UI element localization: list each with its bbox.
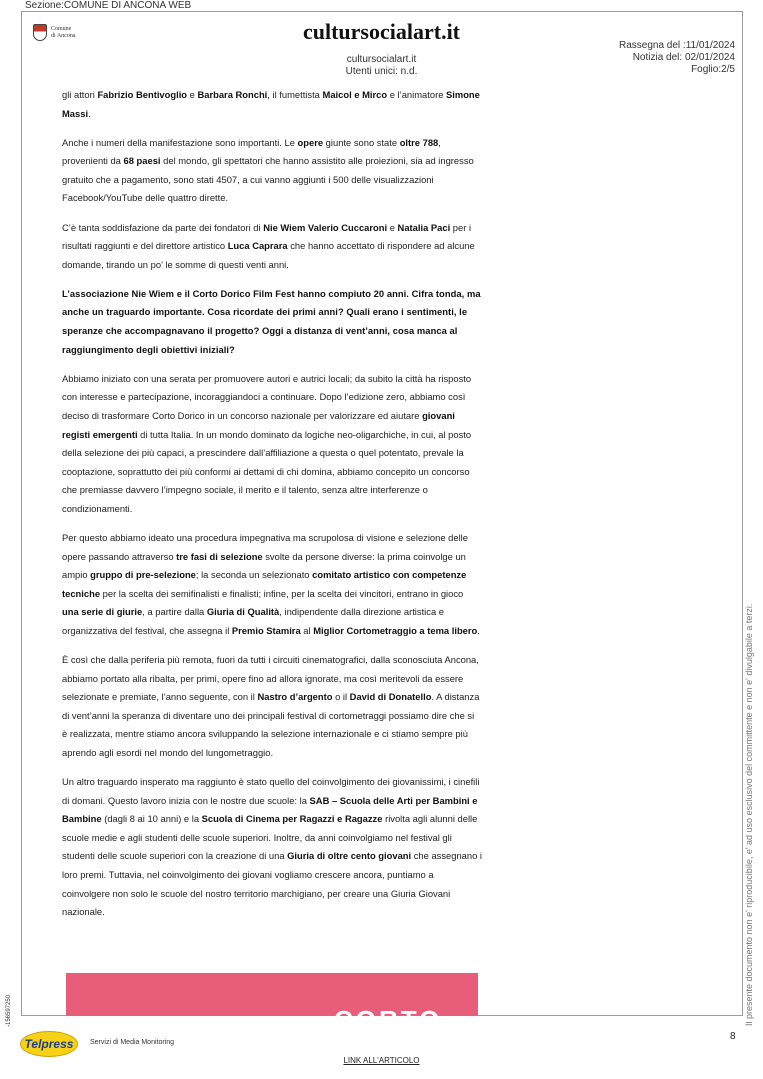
text-run: . [477,624,480,636]
sheet-number: Foglio:2/5 [691,64,735,75]
text-run: Per questo abbiamo ideato una procedura impegnativa ma scrupolosa di visione e selezione delle opere passando attraverso [62,531,468,562]
interview-question [62,285,482,359]
article-paragraph [62,134,482,208]
article-paragraph [62,370,482,519]
text-run: C’è tanta soddisfazione da parte dei fondatori di [62,221,264,233]
bold-text: tre fasi di selezione [176,550,263,562]
text-run: (dagli 8 ai 10 anni) e la [101,813,202,825]
bold-text: SAB – Scuola delle Arti per Bambini e Bambine [62,794,478,825]
section-label: Sezione:COMUNE DI ANCONA WEB [25,0,192,11]
text-run: L’associazione Nie Wiem e il Corto Dorico Film Fest hanno compiuto 20 anni. Cifra tonda, ma anche un traguardo importante. Cosa ricordate dei primi anni? Quali erano i sentimenti, le speranze che accompagnavano il progetto? Oggi a distanza di vent’anni, cosa manca al raggiungimento degli obiettivi iniziali? [62,287,481,355]
notizia-date: Notizia del: 02/01/2024 [632,52,735,63]
text-run: di tutta Italia. In un mondo dominato da logiche neo-oligarchiche, in cui, al posto della selezione dei più capaci, a prescindere dall’affiliazione a questa o quel potentato, prevale la cooptazione, soprattutto dei più conformi ai dettami di chi domina, abbiamo concepito un concorso che premiasse davvero l’impegno sociale, il merito e il talento, senza altre interferenze o condizionamenti. [62,428,472,514]
text-run: . A distanza di vent’anni la speranza di diventare uno dei principali festival di cortometraggi possiamo dire che si è realizzata, mentre stiamo ancora sviluppando la selezione internazionale e ci stiamo sempre più aprendo agli esordi nel mondo del lungometraggio. [62,691,480,758]
unique-users: Utenti unici: n.d. [345,66,418,77]
article-paragraph [62,219,482,275]
article-paragraph [62,529,482,641]
bold-text: 68 paesi [123,155,161,167]
bold-text: Barbara Ronchi [197,89,268,100]
logo-line-2: di Ancona [51,32,76,39]
bold-text: oltre 788 [399,136,439,148]
rassegna-date: Rassegna del :11/01/2024 [618,40,735,51]
text-run: , provenienti da [62,136,441,167]
text-run: , indipendente dalla direzione artistica e organizzativa del festival, che assegna il [62,606,444,636]
text-run: che assegnano i loro premi. Tuttavia, nel coinvolgimento dei giovani vogliamo crescere ancora, puntiamo a coinvolgere non solo le scuole del nostro territorio marchigiano, per creare una Giuria Giovani nazionale. [62,850,483,918]
source-site: cultursocialart.it [346,54,417,65]
text-run: al [300,624,314,636]
bold-text: Giuria di oltre cento giovani [287,850,412,862]
telpress-logo-text: Telpress [24,1037,74,1051]
article-body [62,86,482,932]
text-run: per la scelta dei semifinalisti e finalisti; infine, per la scelta dei vincitori, entrano in gioco [100,587,464,599]
bold-text: opere [297,136,324,148]
text-run: Un altro traguardo insperato ma raggiunto è stato quello del coinvolgimento dei giovanissimi, i cinefili di domani. Questo lavoro inizia con le nostre due scuole: la [62,776,480,806]
bold-text: Miglior Cortometraggio a tema libero [313,624,478,636]
clipping-meta [619,40,735,76]
bold-text: Nie Wiem Valerio Cuccaroni [263,221,388,233]
bold-text: Scuola di Cinema per Ragazzi e Ragazze [201,813,383,825]
text-run: e l’animatore [387,89,447,100]
article-paragraph [62,773,482,922]
text-run: È così che dalla periferia più remota, fuori da tutti i circuiti cinematografici, dalla sconosciuta Ancona, abbiamo portato alla ribalta, per primi, opere fino ad allora ignorate, ma così meritevoli da essere selezionate e premiate, l’anno seguente, con il [62,654,479,703]
text-run: svolte da persone diverse: la prima coinvolge un ampio [62,550,466,581]
page-number: 8 [730,1031,736,1042]
text-run: o il [332,691,350,703]
bold-text: comitato artistico con competenze tecniche [62,569,467,599]
telpress-logo [20,1031,78,1057]
text-run: . [88,107,91,119]
bold-text: Maicol e Mirco [322,89,388,100]
text-run: che hanno accettato di rispondere ad alcune domande, tirando un po’ le somme di questi venti anni. [62,240,475,270]
text-run: per i risultati raggiunti e del direttore artistico [62,221,472,252]
text-run: Abbiamo iniziato con una serata per promuovere autori e autrici locali; da subito la città ha risposto con interesse e partecipazione, incoraggiandoci a continuare. Dopo l’edizione zero, abbiamo così deciso di trasformare Corto Dorico in un concorso nazionale per valorizzare ed aiutare [62,372,472,421]
bold-text: Giuria di Qualità [206,606,280,618]
bold-text: giovani registi emergenti [62,409,455,440]
document-id: -156597250 [6,994,12,1027]
logo-line-1: Comune [51,25,72,32]
article-paragraph [62,86,482,123]
bold-text: Simone Massi [62,89,480,119]
copyright-disclaimer: Il presente documento non e' riproducibile, e' ad uso esclusivo del committente e non e' divulgabile a terzi. [744,603,754,1026]
bold-text: Premio Stamira [231,624,301,636]
promo-title: CORTO [334,1005,443,1035]
text-run: del mondo, gli spettatori che hanno assistito alle proiezioni, sia ad ingresso gratuito che a pagamento, sono stati 4507, a cui vanno aggiunti i 500 delle visualizzazioni Facebook/YouTube delle quattro dirette. [62,155,474,204]
text-run: e [187,89,198,100]
article-link[interactable]: LINK ALL'ARTICOLO [343,1056,420,1065]
text-run: giunte sono state [323,136,400,148]
text-run: Anche i numeri della manifestazione sono importanti. Le [62,136,298,148]
text-run: , il fumettista [267,89,323,100]
bold-text: Fabrizio Bentivoglio [97,89,188,100]
publication-masthead: cultursocialart.it [302,19,461,44]
bold-text: Nastro d’argento [257,691,333,703]
bold-text: David di Donatello [349,691,432,703]
bold-text: Luca Caprara [227,240,288,252]
text-run: gli attori [62,89,98,100]
text-run: , a partire dalla [142,606,207,618]
service-label: Servizi di Media Monitoring [90,1039,175,1046]
bold-text: Natalia Paci [397,221,451,233]
text-run: ; la seconda un selezionato [195,569,313,581]
text-run: e [387,221,398,233]
festival-promo-image [66,973,478,1035]
text-run: rivolta agli alunni delle scuole medie e agli studenti delle scuole superiori. Inoltre, da anni coinvolgiamo nel festival gli studenti delle scuole superiori con la creazione di una [62,813,478,862]
bold-text: una serie di giurie [62,606,143,618]
bold-text: gruppo di pre-selezione [90,569,196,581]
article-paragraph [62,651,482,763]
